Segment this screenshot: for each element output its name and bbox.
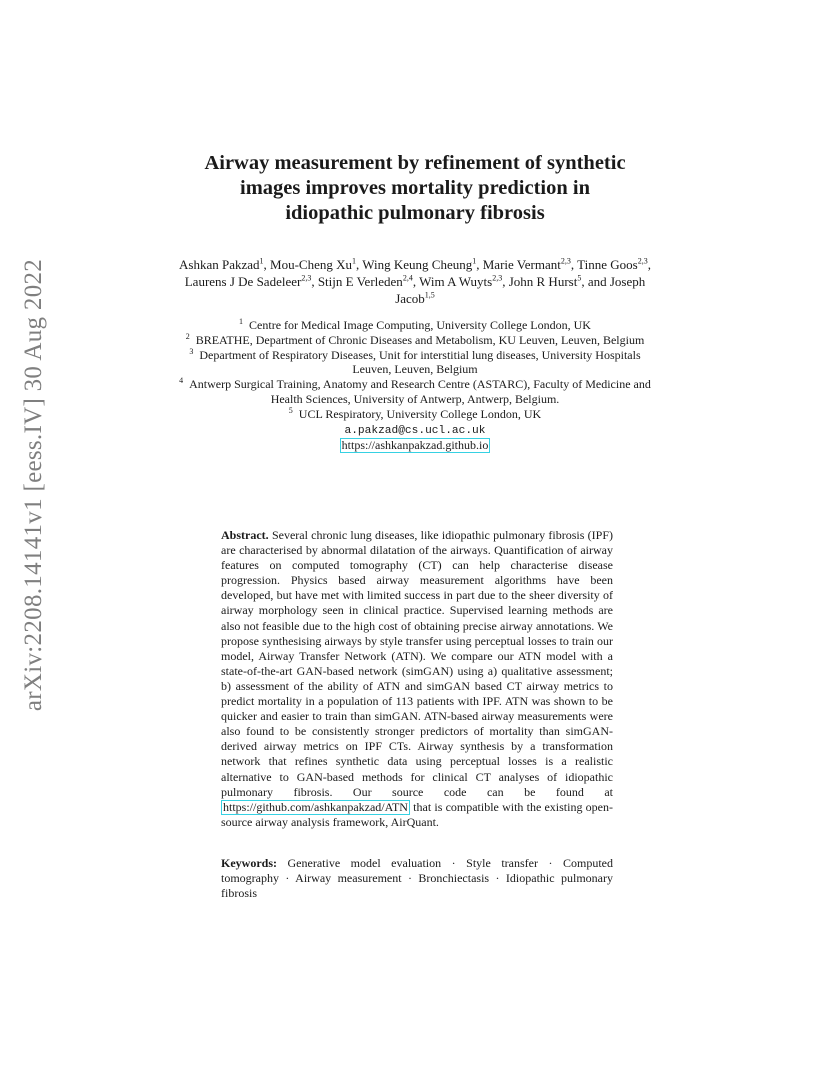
- author: [318, 274, 419, 289]
- author: [270, 257, 362, 272]
- abstract-text-end: that is compatible with the existing open-source airway analysis framework, AirQuant.: [221, 799, 613, 829]
- author-name: Laurens J De Sadeleer: [184, 274, 302, 289]
- author-affiliation-mark: 1: [472, 256, 477, 266]
- author-separator: ,: [570, 257, 578, 272]
- author-name: Wing Keung Cheung: [362, 257, 473, 272]
- author-affiliation-mark: 1,5: [424, 290, 435, 300]
- arxiv-identifier-text: arXiv:2208.14141v1 [eess.IV] 30 Aug 2022: [20, 258, 47, 712]
- author: [362, 257, 482, 272]
- affiliation-text: UCL Respiratory, University College London, UK: [298, 406, 542, 421]
- author-affiliation-mark: 2,3: [492, 273, 503, 283]
- affiliation-text: Antwerp Surgical Training, Anatomy and Research Centre (ASTARC), Faculty of Medicine and Health Sciences, University of Antwerp, Antwerp, Belgium.: [189, 377, 651, 406]
- affiliation-number: 2: [185, 331, 190, 341]
- email[interactable]: [170, 422, 660, 439]
- affiliation-number: 1: [239, 317, 244, 326]
- author-separator: ,: [356, 257, 363, 272]
- keywords: [221, 856, 613, 901]
- author-separator: ,: [311, 274, 318, 289]
- keywords-text: Generative model evaluation · Style transfer · Computed tomography · Airway measurement · Bronchiectasis · Idiopathic pulmonary fibrosis: [221, 856, 613, 901]
- title-line-2: images improves mortality prediction in: [240, 177, 590, 199]
- author-name: Tinne Goos: [577, 257, 638, 272]
- author-name: Joseph Jacob: [395, 274, 646, 306]
- author-name: Marie Vermant: [482, 257, 561, 272]
- abstract-text: Several chronic lung diseases, like idiopathic pulmonary fibrosis (IPF) are characterised by abnormal dilatation of the airways. Quantification of airway features on computed tomography (CT) can help characterise disease progression. Physics based airway measurement algorithms have been developed, but have met with limited success in part due to the sheer diversity of airway morphology seen in clinical practice. Supervised learning methods are also not feasible due to the high cost of obtaining precise airway annotations. We propose synthesising airways by style transfer using perceptual losses to train our model, Airway Transfer Network (ATN). We compare our ATN model with a state-of-the-art GAN-based network (simGAN) using a) qualitative assessment; b) assessment of the ability of ATN and simGAN based CT airway metrics to predict mortality in a population of 113 patients with IPF. ATN was shown to be quicker and easier to train than simGAN. ATN-based airway measurements were also found to be consistently stronger predictors of mortality than simGAN-derived airway metrics on IPF CTs. Airway synthesis by a transformation network that refines synthetic data using perceptual losses is a realistic alternative to GAN-based methods for clinical CT analyses of idiopathic pulmonary fibrosis. Our source code can be found at: [221, 528, 614, 799]
- affiliation: [170, 318, 660, 333]
- abstract: [221, 528, 613, 830]
- author-separator: , and: [581, 274, 610, 289]
- author: [185, 274, 318, 289]
- author-affiliation-mark: 2,4: [402, 273, 413, 283]
- affiliation: [170, 407, 660, 422]
- author-separator: ,: [502, 274, 509, 289]
- author-affiliation-mark: 2,3: [301, 273, 312, 283]
- abstract-label: Abstract.: [221, 528, 269, 542]
- author-name: Wim A Wuyts: [419, 274, 493, 289]
- affiliation-number: 3: [189, 346, 194, 356]
- affiliation: [170, 377, 660, 407]
- affiliation: [170, 348, 660, 378]
- affiliation-number: 5: [288, 405, 293, 415]
- author: [483, 257, 577, 272]
- title-line-3: idiopathic pulmonary fibrosis: [285, 202, 545, 224]
- author-separator: ,: [647, 257, 651, 272]
- homepage[interactable]: [170, 438, 660, 453]
- author-separator: ,: [476, 257, 483, 272]
- affiliations: [170, 318, 660, 453]
- author-name: Ashkan Pakzad: [179, 257, 260, 272]
- author: [419, 274, 509, 289]
- affiliation-text: BREATHE, Department of Chronic Diseases and Metabolism, KU Leuven, Leuven, Belgium: [195, 332, 645, 347]
- affiliation-text: Department of Respiratory Diseases, Unit for interstitial lung diseases, University Hospitals Leuven, Leuven, Belgium: [199, 347, 641, 377]
- author: [509, 274, 610, 289]
- author: [179, 257, 270, 272]
- arxiv-identifier: [16, 258, 52, 712]
- author-name: Stijn E Verleden: [317, 274, 403, 289]
- author-affiliation-mark: 5: [577, 273, 582, 283]
- title-line-1: Airway measurement by refinement of synthetic: [204, 152, 626, 174]
- homepage-link[interactable]: https://ashkanpakzad.github.io: [341, 438, 489, 453]
- author-affiliation-mark: 1: [259, 256, 264, 266]
- affiliation-number: 4: [179, 376, 184, 386]
- affiliation-list: [170, 318, 660, 422]
- affiliation-text: Centre for Medical Image Computing, University College London, UK: [249, 318, 591, 332]
- affiliation: [170, 333, 660, 348]
- source-code-link[interactable]: https://github.com/ashkanpakzad/ATN: [223, 799, 408, 814]
- author-separator: ,: [412, 274, 420, 289]
- author-affiliation-mark: 2,3: [637, 256, 648, 266]
- author-name: Mou-Cheng Xu: [270, 257, 353, 272]
- keywords-label: Keywords:: [221, 856, 277, 870]
- author-separator: ,: [263, 257, 271, 272]
- author-list: [170, 256, 660, 307]
- email-address[interactable]: a.pakzad@cs.ucl.ac.uk: [344, 424, 486, 437]
- author-affiliation-mark: 2,3: [560, 256, 571, 266]
- author-affiliation-mark: 1: [352, 256, 357, 266]
- paper-title: [160, 151, 670, 226]
- author-name: John R Hurst: [508, 274, 578, 289]
- author: [577, 257, 651, 272]
